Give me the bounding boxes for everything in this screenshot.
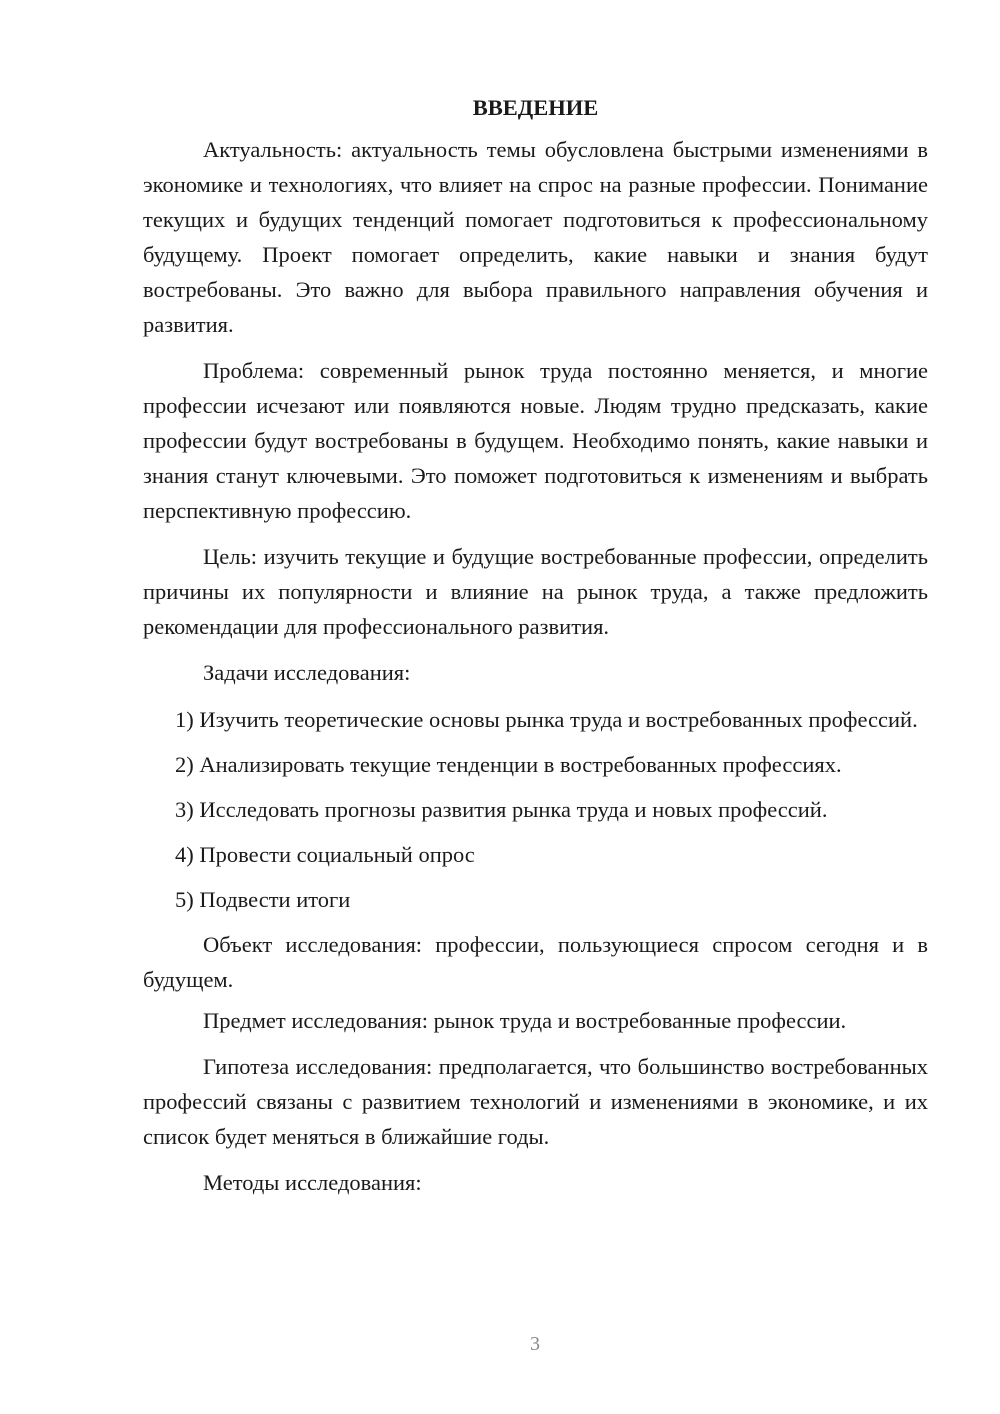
task-item-5: 5) Подвести итоги xyxy=(175,887,351,912)
problem-paragraph: Проблема: современный рынок труда постоянно меняется, и многие профессии исчезают или появляются новые. Людям трудно предсказать, какие профессии будут востребованы в будущем. Необходимо понять, какие навыки и знания станут ключевыми. Это поможет подготовиться к изменениям и выбрать перспективную профессию. xyxy=(143,358,928,523)
methods-label: Методы исследования: xyxy=(203,1170,422,1195)
page-number: 3 xyxy=(530,1333,540,1355)
task-item-4: 4) Провести социальный опрос xyxy=(175,842,475,867)
task-item-1: 1) Изучить теоретические основы рынка труда и востребованных профессий. xyxy=(175,707,918,732)
tasks-list xyxy=(143,702,928,917)
task-item-2: 2) Анализировать текущие тенденции в востребованных профессиях. xyxy=(175,752,842,777)
subject-paragraph: Предмет исследования: рынок труда и востребованные профессии. xyxy=(203,1008,847,1033)
section-title: ВВЕДЕНИЕ xyxy=(472,95,599,120)
tasks-label: Задачи исследования: xyxy=(203,660,411,685)
relevance-paragraph: Актуальность: актуальность темы обусловлена быстрыми изменениями в экономике и технологиях, что влияет на спрос на разные профессии. Понимание текущих и будущих тенденций помогает подготовиться к профессиональному будущему. Проект помогает определить, какие навыки и знания будут востребованы. Это важно для выбора правильного направления обучения и развития. xyxy=(143,137,928,337)
document-page xyxy=(143,88,928,1212)
object-paragraph: Объект исследования: профессии, пользующиеся спросом сегодня и в будущем. xyxy=(143,932,928,992)
hypothesis-paragraph: Гипотеза исследования: предполагается, что большинство востребованных профессий связаны с развитием технологий и изменениями в экономике, и их список будет меняться в ближайшие годы. xyxy=(143,1054,928,1149)
task-item-3: 3) Исследовать прогнозы развития рынка труда и новых профессий. xyxy=(175,797,828,822)
goal-paragraph: Цель: изучить текущие и будущие востребованные профессии, определить причины их популярности и влияние на рынок труда, а также предложить рекомендации для профессионального развития. xyxy=(143,544,928,639)
